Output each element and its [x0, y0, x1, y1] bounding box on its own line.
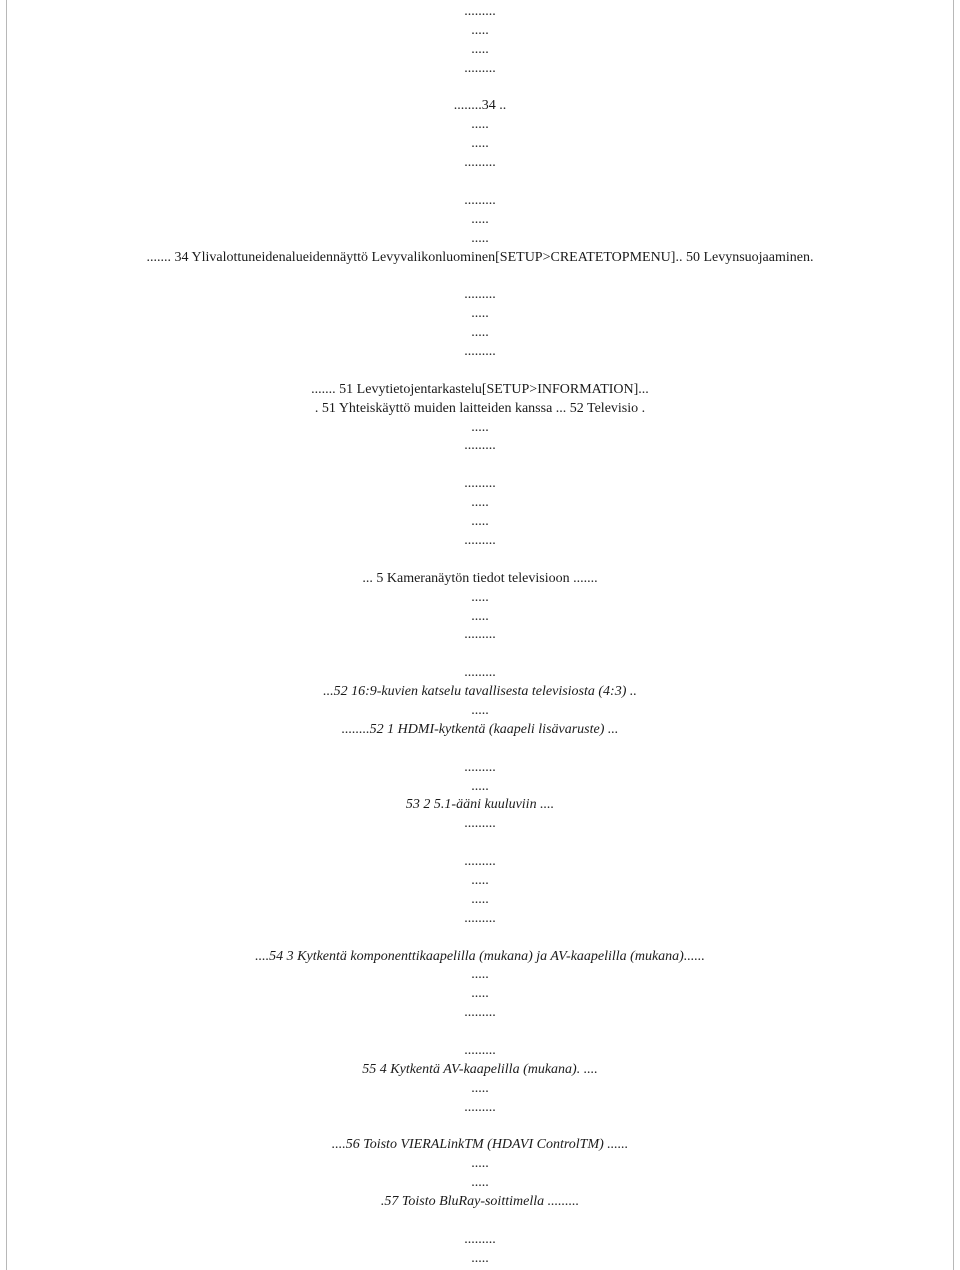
toc-leader-line: ..... [471, 778, 489, 794]
toc-leader-line: ......... [464, 1099, 496, 1115]
toc-leader-line: ......... [464, 1231, 496, 1247]
toc-leader-line: ..... [471, 211, 489, 227]
toc-spacer [0, 267, 960, 286]
toc-leader-line: ..... [471, 608, 489, 624]
toc-leader-line: ..... [471, 702, 489, 718]
toc-spacer [0, 1023, 960, 1042]
toc-entry: .57 Toisto BluRay-soittimella ......... [380, 1194, 580, 1210]
toc-leader-line: ......... [464, 759, 496, 775]
toc-entry: ... 5 Kameranäytön tiedot televisioon ....... [362, 570, 598, 586]
toc-leader-line: ......... [464, 1005, 496, 1021]
toc-entry: 55 4 Kytkentä AV-kaapelilla (mukana). .... [362, 1061, 598, 1077]
toc-leader-line: ......... [464, 1042, 496, 1058]
toc-leader-line: ......... [464, 532, 496, 548]
toc-entry: ....56 Toisto VIERALinkTM (HDAVI ControlTM) ...... [331, 1137, 629, 1153]
toc-leader-line: ..... [471, 967, 489, 983]
toc-leader-line: ......... [464, 910, 496, 926]
toc-spacer [0, 740, 960, 759]
toc-leader-line: ..... [471, 1175, 489, 1191]
toc-spacer [0, 173, 960, 192]
toc-spacer [0, 551, 960, 570]
toc-leader-line: ..... [471, 419, 489, 435]
toc-leader-line: ..... [471, 117, 489, 133]
toc-entry: ....... 34 Ylivalottuneidenalueidennäyttö Levyvalikonluominen[SETUP>CREATETOPMENU].. 50 Levynsuojaaminen. [146, 249, 814, 265]
toc-spacer [0, 362, 960, 381]
toc-leader-line: ..... [471, 589, 489, 605]
toc-leader-line: ......... [464, 816, 496, 832]
toc-leader-line: ..... [471, 891, 489, 907]
toc-entry: ....... 51 Levytietojentarkastelu[SETUP>INFORMATION]... [311, 381, 649, 397]
toc-leader-line: ..... [471, 1250, 489, 1266]
toc-leader-line: ......... [464, 854, 496, 870]
toc-leader-line: ......... [464, 344, 496, 360]
toc-leader-line: ......... [464, 438, 496, 454]
toc-entry: ........34 .. [453, 98, 507, 114]
toc-leader-line: ..... [471, 872, 489, 888]
toc-leader-line: ..... [471, 1156, 489, 1172]
toc-spacer [0, 645, 960, 664]
toc-spacer [0, 79, 960, 98]
toc-leader-line: ..... [471, 325, 489, 341]
toc-spacer [0, 1212, 960, 1231]
toc-leader-line: ..... [471, 514, 489, 530]
toc-leader-line: ......... [464, 192, 496, 208]
toc-leader-line: ..... [471, 306, 489, 322]
toc-leader-line: ..... [471, 136, 489, 152]
toc-entry: . 51 Yhteiskäyttö muiden laitteiden kanssa ... 52 Televisio . [314, 400, 646, 416]
toc-spacer [0, 456, 960, 475]
toc-leader-line: ......... [464, 665, 496, 681]
toc-leader-line: ..... [471, 986, 489, 1002]
toc-leader-line: ..... [471, 22, 489, 38]
toc-leader-line: ......... [464, 60, 496, 76]
toc-entry: ........52 1 HDMI-kytkentä (kaapeli lisävaruste) ... [341, 721, 619, 737]
toc-leader-line: ..... [471, 1080, 489, 1096]
toc-leader-line: ......... [464, 4, 496, 19]
toc-leader-line: ......... [464, 287, 496, 303]
toc-leader-line: ......... [464, 476, 496, 492]
toc-spacer [0, 929, 960, 948]
toc-leader-line: ..... [471, 495, 489, 511]
toc-entry: ....54 3 Kytkentä komponenttikaapelilla (mukana) ja AV-kaapelilla (mukana)...... [255, 948, 705, 964]
toc-spacer [0, 1118, 960, 1137]
table-of-contents [0, 3, 960, 1269]
toc-entry: 53 2 5.1-ääni kuuluviin .... [405, 797, 555, 813]
toc-leader-line: ..... [471, 41, 489, 57]
toc-leader-line: ..... [471, 230, 489, 246]
toc-leader-line: ......... [464, 155, 496, 171]
toc-spacer [0, 834, 960, 853]
toc-leader-line: ......... [464, 627, 496, 643]
toc-entry: ...52 16:9-kuvien katselu tavallisesta televisiosta (4:3) .. [323, 684, 637, 700]
